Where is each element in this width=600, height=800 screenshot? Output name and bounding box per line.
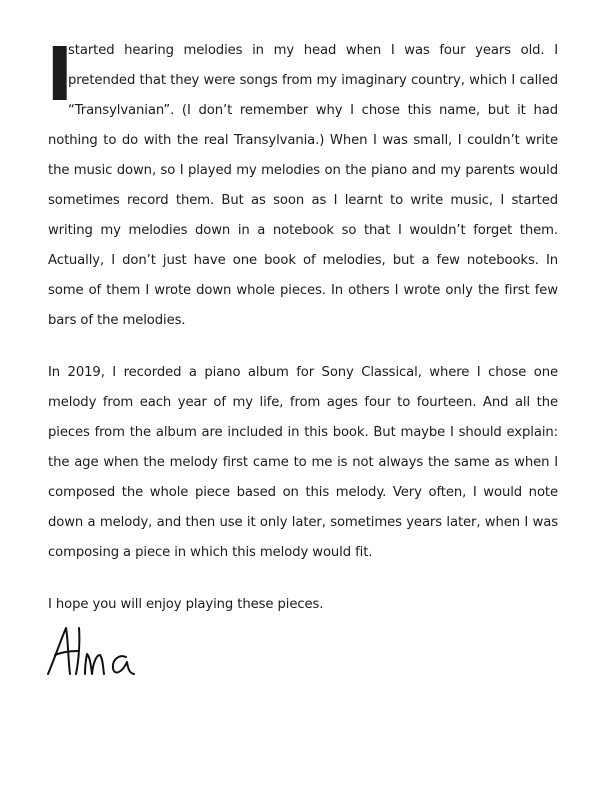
paragraph-2: In 2019, I recorded a piano album for Sony Classical, where I chose one melody from each year of my life, from ages four to fourteen. And all the pieces from the album are included in this book. But maybe I should explain: the age when the melody first came to me is not always the same as when I composed the whole piece based on this melody. Very often, I would note down a melody, and then use it only later, sometimes years later, when I was composing a piece in which this melody would fit. bbox=[48, 365, 558, 560]
paragraph-1-text: started hearing melodies in my head when I was four years old. I pretended that they were songs from my imaginary country, which I called “Transylvanian”. (I don’t remember why I chose this name, but it had nothing to do with the real Transylvania.) When I was small, I couldn’t write the music down, so I played my melodies on the piano and my parents would sometimes record them. But as soon as I learnt to write music, I started writing my melodies down in a notebook so that I wouldn’t forget them. Actually, I don’t just have one book of melodies, but a few notebooks. In some of them I wrote down whole pieces. In others I wrote only the first few bars of the melodies. bbox=[48, 43, 558, 328]
paragraph-3: I hope you will enjoy playing these pieces. bbox=[48, 597, 324, 612]
drop-cap: I bbox=[46, 32, 74, 118]
paragraph-1 bbox=[46, 32, 558, 336]
handwritten-signature bbox=[46, 624, 156, 684]
letter-body bbox=[46, 32, 558, 620]
